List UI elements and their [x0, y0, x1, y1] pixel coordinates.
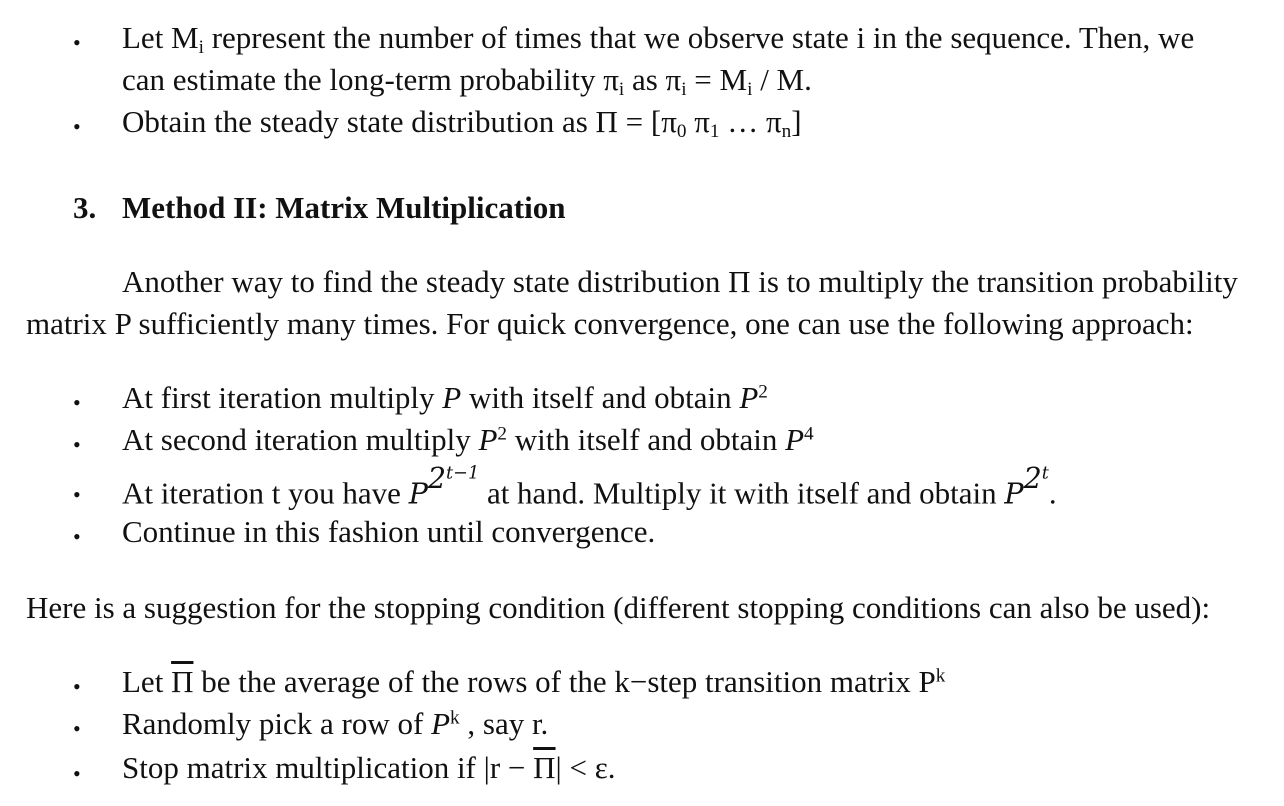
bullet-line-estimate: can estimate the long-term probability $\pi_i$ as $\pi_i = M_i / M$.: [122, 62, 812, 100]
bullet-dot: •: [73, 432, 81, 457]
stopping-intro: Here is a suggestion for the stopping condition (different stopping conditions can also be used):: [26, 590, 1211, 625]
bullet-line-steady-state: Obtain the steady state distribution as $\Pi = [\pi_0$ $\pi_1$ … $\pi_n$]: [122, 104, 802, 142]
bullet-continue: Continue in this fashion until convergence.: [122, 514, 656, 549]
bullet-dot: •: [73, 716, 81, 741]
bullet-stop-condition: Stop matrix multiplication if $|r - \overline{\Pi}| < \varepsilon$.: [122, 750, 616, 785]
section-title: Method II: Matrix Multiplication: [122, 190, 566, 225]
bullet-dot: •: [73, 114, 81, 139]
paragraph-line: Another way to find the steady state distribution Π is to multiply the transition probability: [122, 264, 1238, 299]
bullet-dot: •: [73, 761, 81, 786]
bullet-average-rows: Let $\overline{\Pi}$ be the average of the rows of the k−step transition matrix $P^k$: [122, 664, 946, 699]
bullet-pick-row: Randomly pick a row of $P^k$ , say r.: [122, 706, 549, 741]
bullet-dot: •: [73, 524, 81, 549]
bullet-first-iteration: At first iteration multiply P with itself and obtain $P^2$: [122, 380, 768, 415]
bullet-second-iteration: At second iteration multiply $P^2$ with itself and obtain $P^4$: [122, 422, 814, 457]
bullet-iteration-t: At iteration t you have $P^{2^{t-1}}$ at hand. Multiply it with itself and obtain $P^{2^t}$.: [122, 461, 1057, 511]
bullet-dot: •: [73, 30, 81, 55]
bullet-dot: •: [73, 674, 81, 699]
bullet-dot: •: [73, 482, 81, 507]
bullet-line-Mi: Let $M_i$ represent the number of times that we observe state i in the sequence. Then, we: [122, 20, 1195, 58]
section-number: 3.: [73, 190, 97, 225]
paragraph-line: matrix P sufficiently many times. For quick convergence, one can use the following approach:: [26, 306, 1194, 341]
bullet-dot: •: [73, 390, 81, 415]
